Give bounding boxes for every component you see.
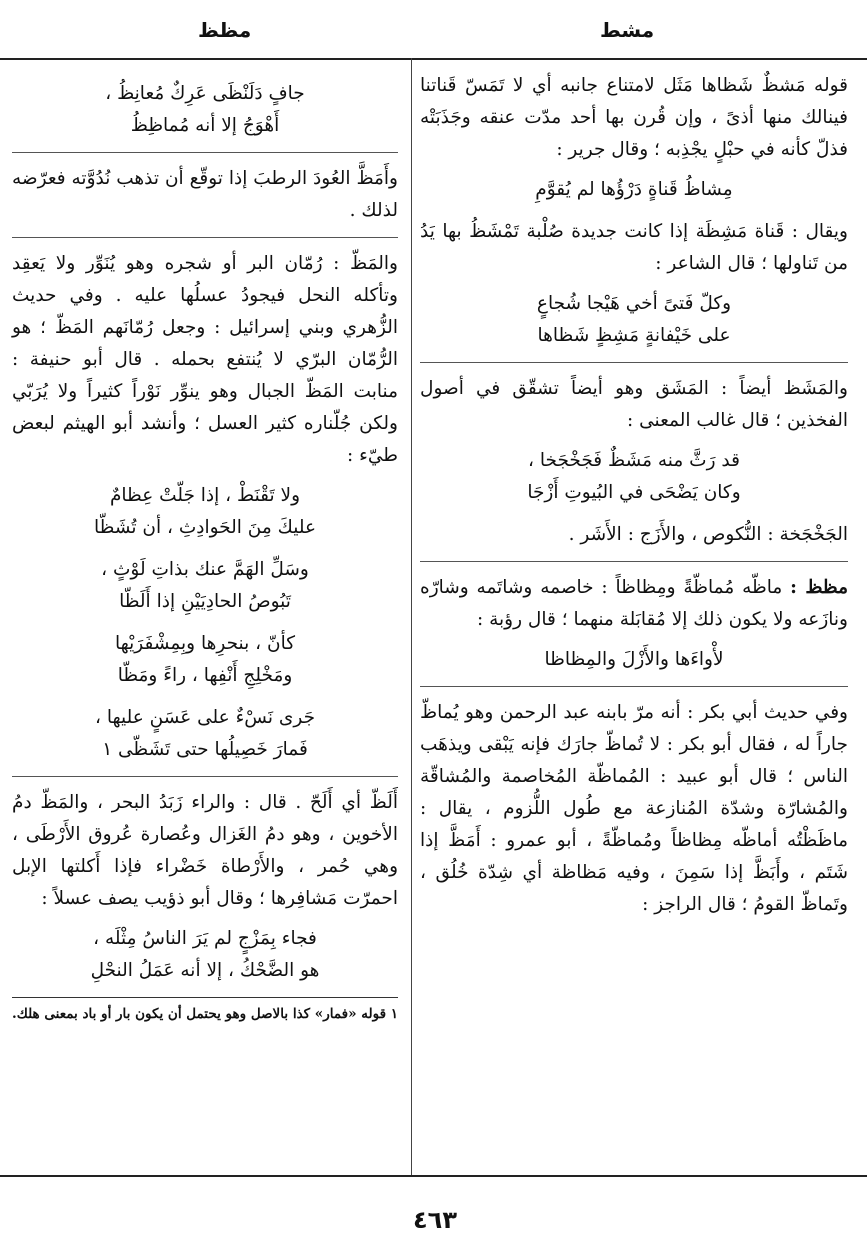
right-column [420,70,848,927]
verse-line: ولا تَقْنَطْ ، إذا جَلّتْ عِظامٌ [109,485,301,506]
verse-line: كأنّ ، بنحرِها وبِمِشْفَرَيْها [114,633,296,654]
verse [12,628,398,692]
separator [420,561,848,562]
separator [12,152,398,153]
verse-line: جافٍ دَلَنْظَى عَرِكٌ مُعانِظُ ، [105,83,305,104]
top-rule [0,58,867,60]
verse-line: هو الضَّحْكُ ، إلا أنه عَمَلُ النحْلِ [90,960,320,981]
verse [420,445,848,509]
entry-paragraph [420,572,848,636]
paragraph: والمَشَظ أيضاً : المَشَق وهو أيضاً تشقّق في أصول الفخذين ؛ قال غالب المعنى : [420,378,848,431]
footnote: ١ قوله «فمار» كذا بالاصل وهو يحتمل أن يكون بار أو باد بمعنى هلك. [12,1006,398,1022]
column-divider [411,58,412,1175]
verse-line: مِشاظُ قَناةٍ دَرْؤُها لم يُقوَّمِ [535,179,733,200]
verse-line: وسَلِّ الهَمَّ عنك بذاتِ لَوْثٍ ، [101,559,309,580]
separator [12,237,398,238]
verse [12,554,398,618]
verse [420,288,848,352]
verse-line: وكلّ فَتىً أخي هَيْجا شُجاعٍ [536,293,732,314]
verse-line: تَبُوصُ الحادِيَيْنِ إذا أَلَظّا [119,591,291,612]
verse-line: فجاء بِمَزْجٍ لم يَرَ الناسُ مِثْلَه ، [93,928,317,949]
verse-line: ومَخْلِجِ أَنْفِها ، راءً ومَظّا [117,665,293,686]
verse [420,174,848,206]
paragraph: أَلَظّ أي أَلَحّ . قال : والراء زَبَدُ البحر ، والمَظّ دمُ الأخوين ، وهو دمُ الغَزال وعُصارة عُروق الأَرْطَى ، وهي حُمر ، والأَرْطاة خَضْراء فإذا أَكلتها الإبل احمرّت مَشافِرها ؛ وقال أبو ذؤيب يصف عسلاً : [12,792,398,909]
verse [12,702,398,766]
footnote-rule [12,997,398,998]
paragraph: وفي حديث أبي بكر : أنه مرّ بابنه عبد الرحمن وهو يُماظّ جاراً له ، فقال أبو بكر : لا تُماظّ جارَك فإنه يَبْقى ويذهَب الناس ؛ قال أبو عبيد : المُماظّة المُخاصمة والمُشاقّة والمُشارّة وشدّة المُنازعة مع طُول اللُّزوم ، يقال : ماظَظْتُه أماظّه مِظاظاً ومُماظّةً ، أبو عمرو : أَمَظَّ إذا شَتَم ، وأَبَظَّ إذا سَمِنَ ، وفيه مَظاظة أي شِدّة خُلُق ، وتَماظّ القومُ ؛ قال الراجز : [420,702,848,915]
paragraph: ويقال : قَناة مَشِظَة إذا كانت جديدة صُلْبة تَمْشَظُ بها يَدُ من تَناولها ؛ قال الشاعر : [420,221,848,274]
paragraph: وأَمَظَّ العُودَ الرطبَ إذا توقّع أن تذهب نُدُوَّته فعرّضه لذلك . [12,168,398,221]
entry-headword: مظظ : [790,577,848,598]
verse-line: عليكَ مِنَ الحَوادِثِ ، أن تُشَظّا [94,517,316,538]
verse-line: جَرى نَسْءٌ على عَسَنٍ عليها ، [94,707,316,728]
bottom-rule [0,1175,867,1177]
verse-line: أَهْوَجُ إلا أنه مُماظِظُ [130,115,280,136]
paragraph: قوله مَشظٌ شَظاها مَثَل لامتناع جانبه أي لا تَمَسّ قَناتنا فينالك منها أذىً ، وإن قُرن بها أحد مدّت عنقه وجَذَبَتْه فذلّ كأنه في حبْلٍ يجْذِبه ؛ وقال جرير : [420,75,848,160]
verse [420,644,848,676]
verse-line: وكان يَضْحَى في البُيوتِ أَزْجَا [527,482,741,503]
left-header-word: مظظ [198,18,252,42]
verse-line: قد رَثَّ منه مَشَظٌ فَجَخْجَخا ، [528,450,740,471]
verse [12,923,398,987]
verse-line: فَمارَ خَصِيلُها حتى تَشَظّى ١ [102,739,308,760]
paragraph: والمَظّ : رُمّان البر أو شجره وهو يُنَوِّر ولا يَعقِد وتأكله النحل فيجودُ عسلُها عليه . وفي حديث الزُّهري وبني إسرائيل : وجعل رُمّانَهم المَظّ ؛ هو الرُّمّان البرّي لا يُنتفع بحمله . قال أبو حنيفة : منابت المَظّ الجبال وهو ينوِّر نَوْراً كثيراً ولا يُرَبّي ولكن جُلّناره كثير العسل ؛ وأنشد أبو الهيثم لبعض طيّء : [12,253,398,466]
page-number: ٤٦٣ [413,1206,457,1234]
verse-line: على خَيْفانةٍ مَشِظٍ شَظاها [537,325,731,346]
left-column [12,70,398,1024]
separator [420,686,848,687]
separator [420,362,848,363]
separator [12,776,398,777]
right-header-word: مشط [600,18,655,42]
verse-line: لأْواءَها والأَزْلَ والمِظاظا [544,649,724,670]
paragraph: الجَخْجَخة : النُّكوص ، والأَزَج : الأَشَر . [568,524,848,545]
verse [12,480,398,544]
verse [12,78,398,142]
entry-text: ماظّه مُماظّةً ومِظاظاً : خاصمه وشاتَمه وشارّه ونازَعه ولا يكون ذلك إلا مُقابَلة منهما ؛ قال رؤبة : [420,577,848,630]
